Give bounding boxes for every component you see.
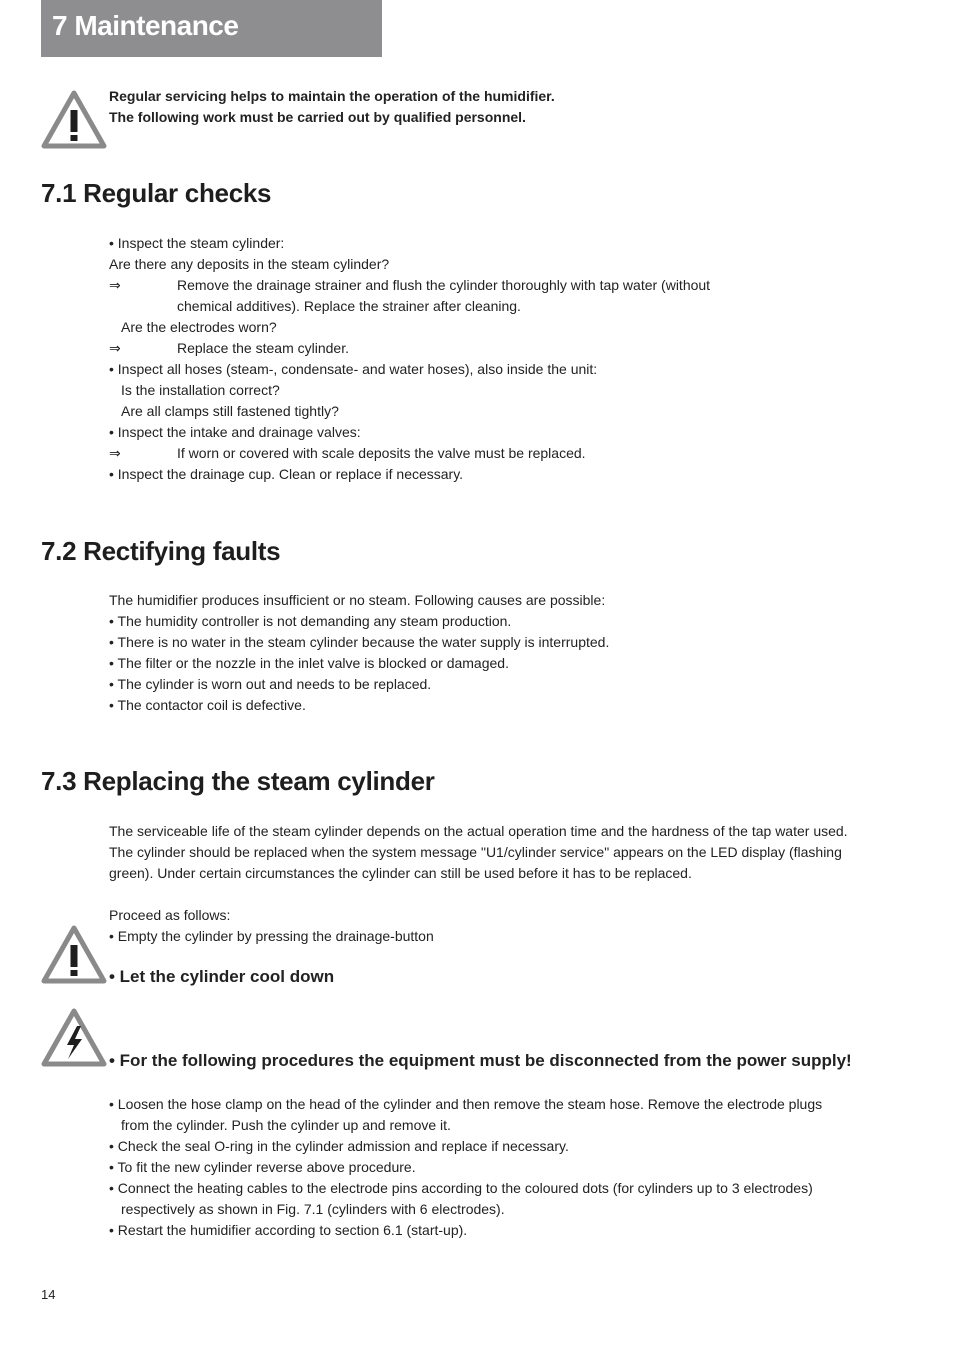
cool-down-warning: • Let the cylinder cool down [109,967,335,986]
list-item: Are the electrodes worn? [121,319,277,335]
list-item: chemical additives). Replace the strainer after cleaning. [177,298,521,314]
warning-triangle-icon [41,925,107,985]
section-title-replacing-cylinder: 7.3 Replacing the steam cylinder [41,766,435,796]
list-item: The humidifier produces insufficient or no steam. Following causes are possible: [109,592,606,608]
list-item: Is the installation correct? [121,382,280,398]
paragraph-line: The serviceable life of the steam cylinder depends on the actual operation time and the hardness of the tap water used. [109,823,848,839]
list-item: respectively as shown in Fig. 7.1 (cylinders with 6 electrodes). [121,1201,505,1217]
list-item: • The humidity controller is not demanding any steam production. [109,613,512,629]
section-title-rectifying-faults: 7.2 Rectifying faults [41,536,281,566]
chapter-header [41,0,382,57]
list-item: • Inspect all hoses (steam-, condensate- and water hoses), also inside the unit: [109,361,598,377]
list-item: Are there any deposits in the steam cylinder? [109,256,390,272]
intro-warning-line-2: The following work must be carried out by qualified personnel. [109,109,526,125]
list-item: Are all clamps still fastened tightly? [121,403,339,419]
list-item: • The filter or the nozzle in the inlet valve is blocked or damaged. [109,655,509,671]
list-item: • Restart the humidifier according to section 6.1 (start-up). [109,1222,468,1238]
list-item: • Check the seal O-ring in the cylinder admission and replace if necessary. [109,1138,569,1154]
list-item: ⇒ If worn or covered with scale deposits the valve must be replaced. [109,443,586,464]
warning-triangle-icon [41,90,107,150]
proceed-label: Proceed as follows: [109,907,231,923]
power-disconnect-warning: • For the following procedures the equipment must be disconnected from the power supply! [109,1051,852,1070]
list-item: • The contactor coil is defective. [109,697,306,713]
paragraph-line: green). Under certain circumstances the cylinder can still be used before it has to be replaced. [109,865,692,881]
chapter-title: 7 Maintenance [52,10,239,41]
list-item: • The cylinder is worn out and needs to be replaced. [109,676,432,692]
arrow-symbol: ⇒ [109,445,121,461]
list-item: ⇒ Replace the steam cylinder. [109,338,349,359]
section-title-regular-checks: 7.1 Regular checks [41,178,272,208]
arrow-symbol: ⇒ [109,340,121,356]
high-voltage-icon [41,1008,107,1068]
list-item: • Inspect the steam cylinder: [109,235,285,251]
list-item: • To fit the new cylinder reverse above procedure. [109,1159,416,1175]
list-item: • Loosen the hose clamp on the head of the cylinder and then remove the steam hose. Remove the electrode plugs [109,1096,823,1112]
list-item: • Inspect the intake and drainage valves: [109,424,361,440]
arrow-symbol: ⇒ [109,277,121,293]
list-item: • Empty the cylinder by pressing the drainage-button [109,928,434,944]
list-item: ⇒ Remove the drainage strainer and flush the cylinder thoroughly with tap water (without [109,275,710,296]
list-item: • Inspect the drainage cup. Clean or replace if necessary. [109,466,464,482]
list-item: • There is no water in the steam cylinder because the water supply is interrupted. [109,634,610,650]
paragraph-line: The cylinder should be replaced when the system message "U1/cylinder service" appears on the LED display (flashing [109,844,842,860]
list-item: from the cylinder. Push the cylinder up and remove it. [121,1117,451,1133]
page-number: 14 [41,1287,56,1302]
list-item: • Connect the heating cables to the electrode pins according to the coloured dots (for cylinders up to 3 electrodes) [109,1180,813,1196]
intro-warning-line-1: Regular servicing helps to maintain the operation of the humidifier. [109,88,555,104]
